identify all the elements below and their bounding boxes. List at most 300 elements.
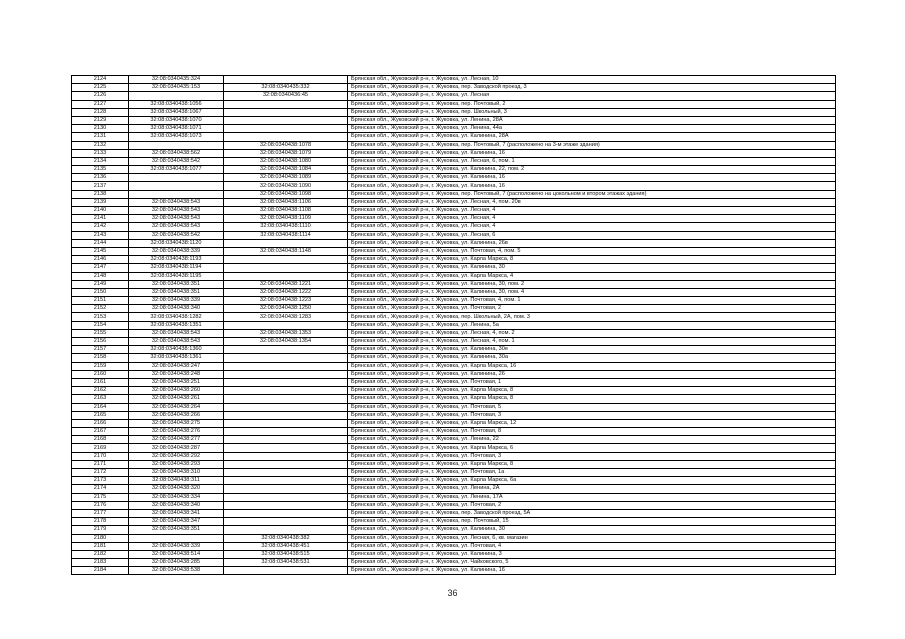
table-row — [72, 387, 836, 395]
cadastral-number-object-cell — [224, 428, 348, 436]
cadastral-number-parcel-cell: 32:08:0340438:1077 — [129, 166, 224, 174]
table-row — [72, 338, 836, 346]
row-number-cell: 2166 — [72, 419, 129, 427]
cadastral-number-parcel-cell: 32:08:0340438:310 — [129, 469, 224, 477]
row-number-cell: 2150 — [72, 288, 129, 296]
cadastral-number-object-cell: 32:08:0340438:515 — [224, 550, 348, 558]
address-cell: Брянская обл., Жуковский р-н, г. Жуковка, ул. Лесная, 4, пом. 1 — [348, 338, 836, 346]
cadastral-number-object-cell — [224, 444, 348, 452]
table-row — [72, 370, 836, 378]
page-number: 36 — [447, 588, 458, 598]
table-row — [72, 190, 836, 198]
address-cell: Брянская обл., Жуковский р-н, г. Жуковка, ул. Карла Маркса, 8 — [348, 460, 836, 468]
row-number-cell: 2147 — [72, 264, 129, 272]
cadastral-number-parcel-cell: 32:08:0340438:1360 — [129, 346, 224, 354]
row-number-cell: 2141 — [72, 215, 129, 223]
row-number-cell: 2174 — [72, 485, 129, 493]
address-cell: Брянская обл., Жуковский р-н, г. Жуковка, ул. Калинина, 30 — [348, 264, 836, 272]
table-row — [72, 378, 836, 386]
address-cell: Брянская обл., Жуковский р-н, г. Жуковка, пер. Почтовый, 7 (расположено на 3-м этаже здания) — [348, 141, 836, 149]
cadastral-number-object-cell — [224, 411, 348, 419]
address-cell: Брянская обл., Жуковский р-н, г. Жуковка, ул. Калинина, 30 — [348, 526, 836, 534]
row-number-cell: 2137 — [72, 182, 129, 190]
address-cell: Брянская обл., Жуковский р-н, г. Жуковка, ул. Чайковского, 5 — [348, 559, 836, 567]
cadastral-number-object-cell: 32:08:0340438:1222 — [224, 288, 348, 296]
row-number-cell: 2178 — [72, 518, 129, 526]
address-cell: Брянская обл., Жуковский р-н, г. Жуковка, ул. Ленина, 44а — [348, 125, 836, 133]
address-cell: Брянская обл., Жуковский р-н, г. Жуковка, ул. Лесная, 4 — [348, 207, 836, 215]
table-row — [72, 493, 836, 501]
cadastral-number-parcel-cell: 32:08:0340438:260 — [129, 387, 224, 395]
address-cell: Брянская обл., Жуковский р-н, г. Жуковка, ул. Почтовая, 2 — [348, 305, 836, 313]
cadastral-number-parcel-cell: 32:08:0340438:292 — [129, 452, 224, 460]
row-number-cell: 2161 — [72, 378, 129, 386]
table-row — [72, 567, 836, 575]
cadastral-number-parcel-cell: 32:08:0340438:543 — [129, 198, 224, 206]
address-cell: Брянская обл., Жуковский р-н, г. Жуковка, ул. Карла Маркса, 6 — [348, 444, 836, 452]
address-cell: Брянская обл., Жуковский р-н, г. Жуковка, ул. Калинина, 16 — [348, 182, 836, 190]
cadastral-number-parcel-cell — [129, 92, 224, 100]
row-number-cell: 2157 — [72, 346, 129, 354]
address-cell: Брянская обл., Жуковский р-н, г. Жуковка, ул. Калинина, 26 — [348, 370, 836, 378]
row-number-cell: 2144 — [72, 239, 129, 247]
cadastral-number-object-cell — [224, 256, 348, 264]
table-row — [72, 509, 836, 517]
table-row — [72, 501, 836, 509]
address-cell: Брянская обл., Жуковский р-н, г. Жуковка, ул. Почтовая, 5 — [348, 403, 836, 411]
address-cell: Брянская обл., Жуковский р-н, г. Жуковка, ул. Почтовая, 1 — [348, 378, 836, 386]
address-cell: Брянская обл., Жуковский р-н, г. Жуковка, пер. Заводской проезд, 3 — [348, 84, 836, 92]
table-row — [72, 133, 836, 141]
address-cell: Брянская обл., Жуковский р-н, г. Жуковка, ул. Калинина, 30а — [348, 354, 836, 362]
row-number-cell: 2154 — [72, 321, 129, 329]
address-cell: Брянская обл., Жуковский р-н, г. Жуковка, ул. Калинина, 16 — [348, 149, 836, 157]
row-number-cell: 2168 — [72, 436, 129, 444]
cadastral-number-parcel-cell: 32:08:0340438:1193 — [129, 256, 224, 264]
cadastral-number-parcel-cell: 32:08:0340438:275 — [129, 419, 224, 427]
cadastral-number-parcel-cell: 32:08:0340438:543 — [129, 338, 224, 346]
table-row — [72, 247, 836, 255]
cadastral-number-object-cell: 32:08:0340438:1106 — [224, 198, 348, 206]
table-row — [72, 436, 836, 444]
cadastral-number-parcel-cell: 32:08:0340438:562 — [129, 149, 224, 157]
row-number-cell: 2181 — [72, 542, 129, 550]
cadastral-number-object-cell: 32:08:0340438:1078 — [224, 141, 348, 149]
table-row — [72, 174, 836, 182]
address-cell: Брянская обл., Жуковский р-н, г. Жуковка, ул. Калинина, 22, пом. 2 — [348, 166, 836, 174]
cadastral-number-parcel-cell: 32:08:0340438:264 — [129, 403, 224, 411]
cadastral-number-parcel-cell: 32:08:0340438:542 — [129, 231, 224, 239]
address-cell: Брянская обл., Жуковский р-н, г. Жуковка, ул. Калинина, 16 — [348, 174, 836, 182]
cadastral-number-object-cell: 32:08:0340438:1283 — [224, 313, 348, 321]
cadastral-number-parcel-cell: 32:08:0340438:1056 — [129, 100, 224, 108]
table-row — [72, 428, 836, 436]
table-row — [72, 182, 836, 190]
cadastral-number-parcel-cell — [129, 534, 224, 542]
cadastral-number-object-cell — [224, 469, 348, 477]
row-number-cell: 2159 — [72, 362, 129, 370]
cadastral-number-parcel-cell: 32:08:0340438:1194 — [129, 264, 224, 272]
row-number-cell: 2152 — [72, 305, 129, 313]
cadastral-number-object-cell: 32:08:0340438:382 — [224, 534, 348, 542]
table-row — [72, 166, 836, 174]
cadastral-number-object-cell: 32:08:0340438:1079 — [224, 149, 348, 157]
address-cell: Брянская обл., Жуковский р-н, г. Жуковка, ул. Почтовая, 4 — [348, 542, 836, 550]
address-cell: Брянская обл., Жуковский р-н, г. Жуковка, ул. Ленина, 5а — [348, 321, 836, 329]
address-cell: Брянская обл., Жуковский р-н, г. Жуковка, ул. Лесная, 6, кв. магазин — [348, 534, 836, 542]
cadastral-number-object-cell — [224, 264, 348, 272]
cadastral-number-object-cell — [224, 272, 348, 280]
table-row — [72, 141, 836, 149]
table-row — [72, 559, 836, 567]
row-number-cell: 2165 — [72, 411, 129, 419]
table-row — [72, 444, 836, 452]
cadastral-number-parcel-cell: 32:08:0340438:266 — [129, 411, 224, 419]
row-number-cell: 2136 — [72, 174, 129, 182]
table-row — [72, 92, 836, 100]
cadastral-number-object-cell: 32:08:0340438:1223 — [224, 297, 348, 305]
cadastral-number-object-cell — [224, 395, 348, 403]
cadastral-number-object-cell — [224, 485, 348, 493]
row-number-cell: 2183 — [72, 559, 129, 567]
table-row — [72, 403, 836, 411]
address-cell: Брянская обл., Жуковский р-н, г. Жуковка, ул. Лесная, 4, пом. 20в — [348, 198, 836, 206]
cadastral-number-parcel-cell: 32:08:0340438:340 — [129, 305, 224, 313]
cadastral-number-parcel-cell: 32:08:0340438:334 — [129, 493, 224, 501]
address-cell: Брянская обл., Жуковский р-н, г. Жуковка, ул. Почтовая, 8 — [348, 428, 836, 436]
cadastral-number-object-cell — [224, 133, 348, 141]
table-row — [72, 84, 836, 92]
cadastral-number-object-cell — [224, 509, 348, 517]
table-row — [72, 477, 836, 485]
address-cell: Брянская обл., Жуковский р-н, г. Жуковка, ул. Почтовая, 3 — [348, 411, 836, 419]
address-cell: Брянская обл., Жуковский р-н, г. Жуковка, ул. Калинина, 30, пом. 4 — [348, 288, 836, 296]
row-number-cell: 2138 — [72, 190, 129, 198]
row-number-cell: 2130 — [72, 125, 129, 133]
address-cell: Брянская обл., Жуковский р-н, г. Жуковка, ул. Карла Маркса, 8 — [348, 395, 836, 403]
cadastral-number-parcel-cell: 32:08:0340438:285 — [129, 559, 224, 567]
address-cell: Брянская обл., Жуковский р-н, г. Жуковка, ул. Калинина, 30е — [348, 346, 836, 354]
cadastral-number-object-cell: 32:08:0340438:1108 — [224, 207, 348, 215]
cadastral-number-object-cell: 32:08:0340436:45 — [224, 92, 348, 100]
cadastral-number-parcel-cell: 32:08:0340438:347 — [129, 518, 224, 526]
address-cell: Брянская обл., Жуковский р-н, г. Жуковка, ул. Калинина, 3 — [348, 550, 836, 558]
row-number-cell: 2149 — [72, 280, 129, 288]
row-number-cell: 2145 — [72, 247, 129, 255]
table-row — [72, 411, 836, 419]
row-number-cell: 2177 — [72, 509, 129, 517]
cadastral-number-parcel-cell: 32:08:0340438:543 — [129, 207, 224, 215]
cadastral-number-parcel-cell: 32:08:0340438:543 — [129, 329, 224, 337]
cadastral-number-object-cell — [224, 378, 348, 386]
cadastral-number-parcel-cell: 32:08:0340438:1195 — [129, 272, 224, 280]
cadastral-number-parcel-cell: 32:08:0340438:351 — [129, 280, 224, 288]
cadastral-number-parcel-cell: 32:08:0340438:542 — [129, 157, 224, 165]
address-cell: Брянская обл., Жуковский р-н, г. Жуковка, ул. Почтовая, 4, пом. 5 — [348, 247, 836, 255]
cadastral-number-object-cell: 32:08:0340435:332 — [224, 84, 348, 92]
registry-table-body — [72, 76, 836, 575]
row-number-cell: 2176 — [72, 501, 129, 509]
cadastral-number-object-cell — [224, 460, 348, 468]
cadastral-number-parcel-cell: 32:08:0340438:293 — [129, 460, 224, 468]
address-cell: Брянская обл., Жуковский р-н, г. Жуковка, ул. Калинина, 30, пом. 2 — [348, 280, 836, 288]
cadastral-number-object-cell: 32:08:0340438:1084 — [224, 166, 348, 174]
address-cell: Брянская обл., Жуковский р-н, г. Жуковка, ул. Калинина, 26в — [348, 239, 836, 247]
cadastral-number-parcel-cell: 32:08:0340438:276 — [129, 428, 224, 436]
row-number-cell: 2124 — [72, 76, 129, 84]
cadastral-number-parcel-cell: 32:08:0340438:339 — [129, 297, 224, 305]
cadastral-number-object-cell — [224, 362, 348, 370]
cadastral-number-object-cell — [224, 501, 348, 509]
cadastral-number-object-cell: 32:08:0340438:451 — [224, 542, 348, 550]
cadastral-number-object-cell — [224, 419, 348, 427]
row-number-cell: 2128 — [72, 108, 129, 116]
table-row — [72, 313, 836, 321]
table-row — [72, 100, 836, 108]
address-cell: Брянская обл., Жуковский р-н, г. Жуковка, пер. Почтовый, 7 (расположено на цокольном и втором этажах здания) — [348, 190, 836, 198]
row-number-cell: 2132 — [72, 141, 129, 149]
row-number-cell: 2143 — [72, 231, 129, 239]
cadastral-number-parcel-cell: 32:08:0340435:324 — [129, 76, 224, 84]
cadastral-number-object-cell: 32:08:0340438:1353 — [224, 329, 348, 337]
cadastral-number-parcel-cell: 32:08:0340438:351 — [129, 526, 224, 534]
table-row — [72, 149, 836, 157]
cadastral-number-object-cell — [224, 76, 348, 84]
address-cell: Брянская обл., Жуковский р-н, г. Жуковка, ул. Калинина, 28А — [348, 133, 836, 141]
table-row — [72, 125, 836, 133]
cadastral-number-object-cell: 32:08:0340438:1090 — [224, 182, 348, 190]
cadastral-number-object-cell — [224, 321, 348, 329]
table-row — [72, 215, 836, 223]
address-cell: Брянская обл., Жуковский р-н, г. Жуковка, ул. Почтовая, 4, пом. 1 — [348, 297, 836, 305]
table-row — [72, 534, 836, 542]
cadastral-number-object-cell — [224, 346, 348, 354]
cadastral-number-parcel-cell — [129, 174, 224, 182]
address-cell: Брянская обл., Жуковский р-н, г. Жуковка, ул. Карла Маркса, 8 — [348, 256, 836, 264]
cadastral-number-object-cell — [224, 452, 348, 460]
table-row — [72, 469, 836, 477]
table-row — [72, 297, 836, 305]
cadastral-number-parcel-cell: 32:08:0340438:514 — [129, 550, 224, 558]
address-cell: Брянская обл., Жуковский р-н, г. Жуковка, пер. Почтовый, 2 — [348, 100, 836, 108]
row-number-cell: 2158 — [72, 354, 129, 362]
cadastral-number-object-cell — [224, 403, 348, 411]
cadastral-number-parcel-cell: 32:08:0340438:543 — [129, 215, 224, 223]
address-cell: Брянская обл., Жуковский р-н, г. Жуковка, ул. Лесная, 4 — [348, 223, 836, 231]
cadastral-number-parcel-cell — [129, 141, 224, 149]
row-number-cell: 2170 — [72, 452, 129, 460]
address-cell: Брянская обл., Жуковский р-н, г. Жуковка, ул. Ленина, 17А — [348, 493, 836, 501]
table-row — [72, 362, 836, 370]
row-number-cell: 2131 — [72, 133, 129, 141]
table-row — [72, 419, 836, 427]
cadastral-number-object-cell — [224, 567, 348, 575]
row-number-cell: 2173 — [72, 477, 129, 485]
row-number-cell: 2142 — [72, 223, 129, 231]
table-row — [72, 542, 836, 550]
table-row — [72, 452, 836, 460]
table-row — [72, 76, 836, 84]
cadastral-number-object-cell: 32:08:0340438:1114 — [224, 231, 348, 239]
address-cell: Брянская обл., Жуковский р-н, г. Жуковка, ул. Ленина, 2А — [348, 485, 836, 493]
cadastral-number-object-cell — [224, 100, 348, 108]
cadastral-number-object-cell: 32:08:0340438:1109 — [224, 215, 348, 223]
row-number-cell: 2127 — [72, 100, 129, 108]
table-row — [72, 116, 836, 124]
cadastral-number-object-cell: 32:08:0340438:531 — [224, 559, 348, 567]
row-number-cell: 2126 — [72, 92, 129, 100]
row-number-cell: 2129 — [72, 116, 129, 124]
address-cell: Брянская обл., Жуковский р-н, г. Жуковка, ул. Карла Маркса, 4 — [348, 272, 836, 280]
table-row — [72, 305, 836, 313]
cadastral-number-parcel-cell: 32:08:0340438:247 — [129, 362, 224, 370]
cadastral-number-parcel-cell — [129, 182, 224, 190]
table-row — [72, 239, 836, 247]
table-row — [72, 223, 836, 231]
table-row — [72, 518, 836, 526]
cadastral-number-parcel-cell: 32:08:0340438:339 — [129, 542, 224, 550]
row-number-cell: 2135 — [72, 166, 129, 174]
table-row — [72, 346, 836, 354]
cadastral-number-parcel-cell: 32:08:0340438:1070 — [129, 116, 224, 124]
table-row — [72, 485, 836, 493]
cadastral-number-parcel-cell: 32:08:0340438:351 — [129, 288, 224, 296]
row-number-cell: 2134 — [72, 157, 129, 165]
cadastral-number-parcel-cell: 32:08:0340438:277 — [129, 436, 224, 444]
cadastral-number-object-cell — [224, 526, 348, 534]
table-row — [72, 198, 836, 206]
table-row — [72, 395, 836, 403]
table-row — [72, 329, 836, 337]
table-row — [72, 207, 836, 215]
cadastral-number-object-cell: 32:08:0340438:1110 — [224, 223, 348, 231]
row-number-cell: 2180 — [72, 534, 129, 542]
cadastral-number-parcel-cell: 32:08:0340438:261 — [129, 395, 224, 403]
row-number-cell: 2125 — [72, 84, 129, 92]
cadastral-number-parcel-cell: 32:08:0340438:1071 — [129, 125, 224, 133]
address-cell: Брянская обл., Жуковский р-н, г. Жуковка, пер. Школьный, 3 — [348, 108, 836, 116]
cadastral-number-object-cell — [224, 108, 348, 116]
cadastral-number-object-cell — [224, 370, 348, 378]
address-cell: Брянская обл., Жуковский р-н, г. Жуковка, ул. Почтовая, 3 — [348, 452, 836, 460]
cadastral-number-object-cell: 32:08:0340438:1354 — [224, 338, 348, 346]
address-cell: Брянская обл., Жуковский р-н, г. Жуковка, ул. Лесная, 10 — [348, 76, 836, 84]
row-number-cell: 2146 — [72, 256, 129, 264]
cadastral-number-object-cell — [224, 387, 348, 395]
row-number-cell: 2148 — [72, 272, 129, 280]
registry-table — [71, 75, 836, 575]
table-row — [72, 354, 836, 362]
cadastral-number-object-cell: 32:08:0340438:1098 — [224, 190, 348, 198]
row-number-cell: 2164 — [72, 403, 129, 411]
cadastral-number-object-cell: 32:08:0340438:1250 — [224, 305, 348, 313]
row-number-cell: 2182 — [72, 550, 129, 558]
row-number-cell: 2156 — [72, 338, 129, 346]
cadastral-number-parcel-cell — [129, 190, 224, 198]
cadastral-number-parcel-cell: 32:08:0340438:251 — [129, 378, 224, 386]
cadastral-number-parcel-cell: 32:08:0340438:1120 — [129, 239, 224, 247]
table-row — [72, 231, 836, 239]
cadastral-number-parcel-cell: 32:08:0340438:339 — [129, 247, 224, 255]
table-row — [72, 256, 836, 264]
address-cell: Брянская обл., Жуковский р-н, г. Жуковка, ул. Лесная, 6 — [348, 231, 836, 239]
cadastral-number-object-cell: 32:08:0340438:1080 — [224, 157, 348, 165]
address-cell: Брянская обл., Жуковский р-н, г. Жуковка, ул. Почтовая, 2 — [348, 501, 836, 509]
cadastral-number-parcel-cell: 32:08:0340438:538 — [129, 567, 224, 575]
row-number-cell: 2179 — [72, 526, 129, 534]
address-cell: Брянская обл., Жуковский р-н, г. Жуковка, ул. Карла Маркса, 6а — [348, 477, 836, 485]
cadastral-number-object-cell — [224, 125, 348, 133]
row-number-cell: 2163 — [72, 395, 129, 403]
row-number-cell: 2133 — [72, 149, 129, 157]
address-cell: Брянская обл., Жуковский р-н, г. Жуковка, пер. Школьный, 2А, пом. 3 — [348, 313, 836, 321]
address-cell: Брянская обл., Жуковский р-н, г. Жуковка, пер. Почтовый, 15 — [348, 518, 836, 526]
cadastral-number-object-cell — [224, 477, 348, 485]
cadastral-number-parcel-cell: 32:08:0340438:1351 — [129, 321, 224, 329]
cadastral-number-parcel-cell: 32:08:0340438:1361 — [129, 354, 224, 362]
cadastral-number-parcel-cell: 32:08:0340438:311 — [129, 477, 224, 485]
cadastral-number-parcel-cell: 32:08:0340438:248 — [129, 370, 224, 378]
cadastral-number-parcel-cell: 32:08:0340438:1067 — [129, 108, 224, 116]
address-cell: Брянская обл., Жуковский р-н, г. Жуковка, ул. Лесная, 4 — [348, 215, 836, 223]
cadastral-number-parcel-cell: 32:08:0340435:153 — [129, 84, 224, 92]
cadastral-number-object-cell: 32:08:0340438:1089 — [224, 174, 348, 182]
table-row — [72, 272, 836, 280]
address-cell: Брянская обл., Жуковский р-н, г. Жуковка, ул. Карла Маркса, 12 — [348, 419, 836, 427]
row-number-cell: 2140 — [72, 207, 129, 215]
row-number-cell: 2162 — [72, 387, 129, 395]
cadastral-number-object-cell — [224, 116, 348, 124]
row-number-cell: 2184 — [72, 567, 129, 575]
address-cell: Брянская обл., Жуковский р-н, г. Жуковка, ул. Ленина, 28А — [348, 116, 836, 124]
row-number-cell: 2151 — [72, 297, 129, 305]
table-row — [72, 280, 836, 288]
cadastral-number-parcel-cell: 32:08:0340438:320 — [129, 485, 224, 493]
address-cell: Брянская обл., Жуковский р-н, г. Жуковка, ул. Лесная, 6, пом. 1 — [348, 157, 836, 165]
address-cell: Брянская обл., Жуковский р-н, г. Жуковка, ул. Почтовая, 1а — [348, 469, 836, 477]
table-row — [72, 460, 836, 468]
address-cell: Брянская обл., Жуковский р-н, г. Жуковка, ул. Лесная, 4, пом. 2 — [348, 329, 836, 337]
cadastral-number-parcel-cell: 32:08:0340438:287 — [129, 444, 224, 452]
cadastral-number-object-cell — [224, 354, 348, 362]
cadastral-number-object-cell: 32:08:0340438:1148 — [224, 247, 348, 255]
table-row — [72, 526, 836, 534]
address-cell: Брянская обл., Жуковский р-н, г. Жуковка, ул. Ленина, 22 — [348, 436, 836, 444]
table-row — [72, 550, 836, 558]
row-number-cell: 2169 — [72, 444, 129, 452]
table-row — [72, 321, 836, 329]
row-number-cell: 2172 — [72, 469, 129, 477]
cadastral-number-parcel-cell: 32:08:0340438:340 — [129, 501, 224, 509]
address-cell: Брянская обл., Жуковский р-н, г. Жуковка, ул. Карла Маркса, 8 — [348, 387, 836, 395]
row-number-cell: 2171 — [72, 460, 129, 468]
cadastral-number-object-cell: 32:08:0340438:1221 — [224, 280, 348, 288]
row-number-cell: 2155 — [72, 329, 129, 337]
table-row — [72, 157, 836, 165]
row-number-cell: 2139 — [72, 198, 129, 206]
cadastral-number-parcel-cell: 32:08:0340438:543 — [129, 223, 224, 231]
address-cell: Брянская обл., Жуковский р-н, г. Жуковка, ул. Карла Маркса, 16 — [348, 362, 836, 370]
cadastral-number-parcel-cell: 32:08:0340438:341 — [129, 509, 224, 517]
table-row — [72, 264, 836, 272]
cadastral-number-object-cell — [224, 239, 348, 247]
cadastral-number-object-cell — [224, 518, 348, 526]
row-number-cell: 2175 — [72, 493, 129, 501]
row-number-cell: 2160 — [72, 370, 129, 378]
cadastral-number-object-cell — [224, 493, 348, 501]
row-number-cell: 2167 — [72, 428, 129, 436]
address-cell: Брянская обл., Жуковский р-н, г. Жуковка, ул. Лесная — [348, 92, 836, 100]
